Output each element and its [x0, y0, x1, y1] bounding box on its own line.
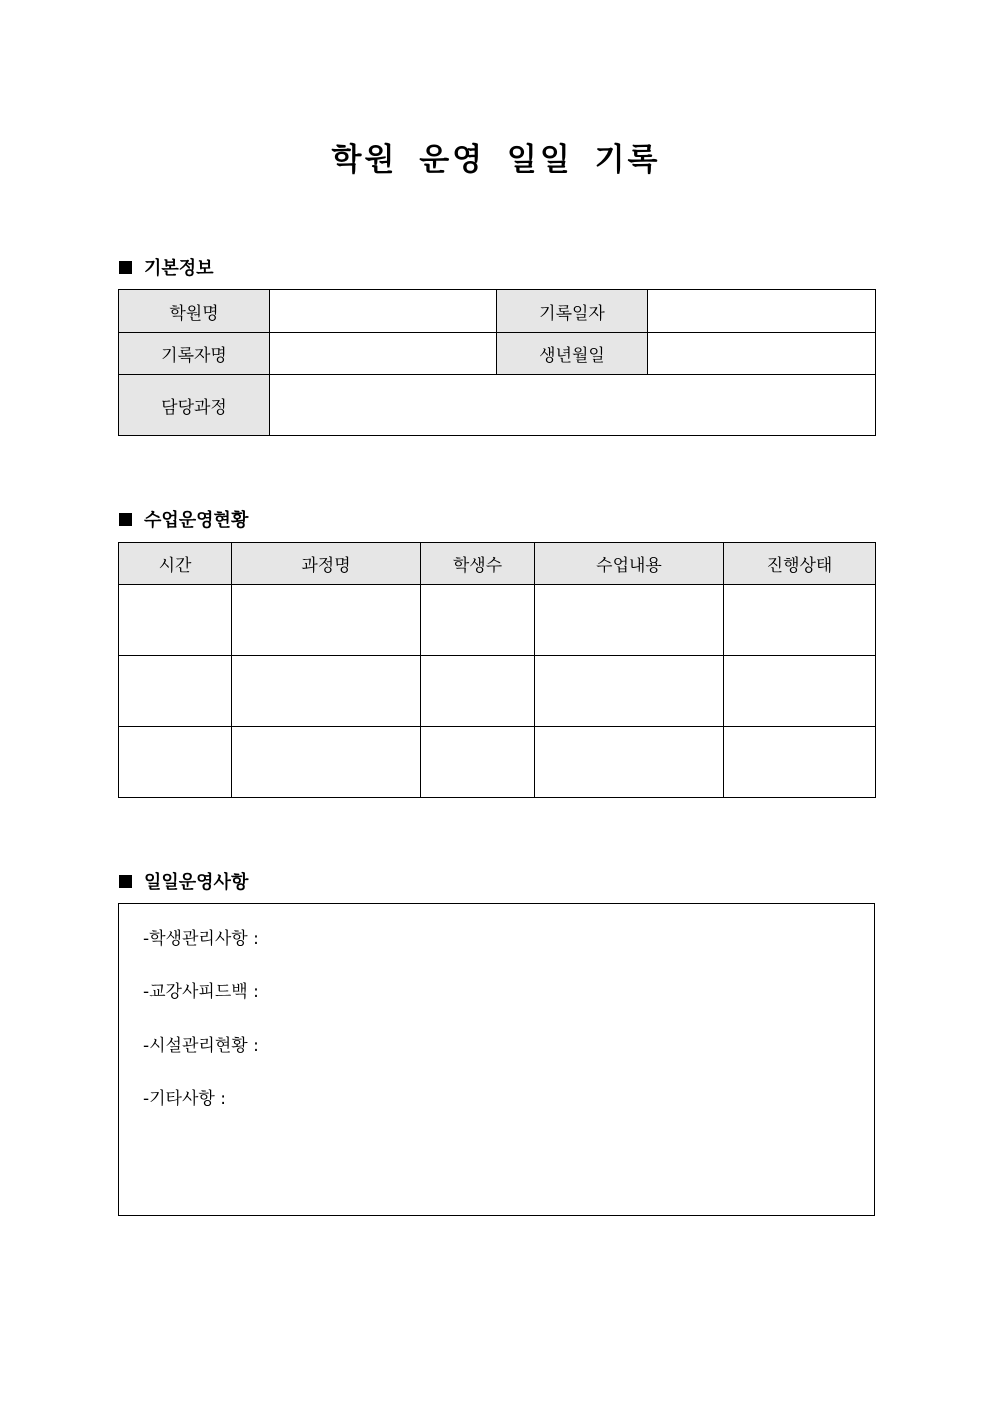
table-row: [119, 656, 876, 727]
progress-cell[interactable]: [724, 656, 876, 727]
content-cell[interactable]: [535, 585, 724, 656]
students-cell[interactable]: [421, 585, 535, 656]
page-title: 학원 운영 일일 기록: [331, 142, 661, 178]
table-row: [119, 333, 876, 375]
section-heading-label: 수업운영현황: [144, 510, 249, 531]
section-heading-label: 일일운영사항: [144, 872, 249, 893]
course-cell[interactable]: [232, 656, 421, 727]
note-facility-management: -시설관리현황 :: [143, 1036, 259, 1056]
time-cell[interactable]: [119, 585, 232, 656]
column-header-time: 시간: [119, 543, 232, 585]
birthdate-field[interactable]: [648, 333, 876, 375]
column-header-course: 과정명: [232, 543, 421, 585]
square-bullet-icon: [119, 261, 132, 274]
table-row: [119, 727, 876, 798]
column-header-progress: 진행상태: [724, 543, 876, 585]
note-other: -기타사항 :: [143, 1089, 226, 1109]
record-date-field[interactable]: [648, 290, 876, 333]
recorder-name-field[interactable]: [270, 333, 497, 375]
time-cell[interactable]: [119, 656, 232, 727]
column-header-content: 수업내용: [535, 543, 724, 585]
progress-cell[interactable]: [724, 727, 876, 798]
section-heading-daily-notes: [119, 868, 248, 894]
course-cell[interactable]: [232, 585, 421, 656]
table-header-row: [119, 543, 876, 585]
academy-name-field[interactable]: [270, 290, 497, 333]
section-heading-class-status: [119, 506, 248, 532]
column-header-students: 학생수: [421, 543, 535, 585]
birthdate-label: 생년월일: [497, 333, 648, 375]
table-row: [119, 375, 876, 436]
class-status-table: [118, 542, 876, 798]
daily-notes-box[interactable]: [118, 903, 875, 1216]
table-row: [119, 585, 876, 656]
academy-name-label: 학원명: [119, 290, 270, 333]
time-cell[interactable]: [119, 727, 232, 798]
course-label: 담당과정: [119, 375, 270, 436]
record-date-label: 기록일자: [497, 290, 648, 333]
basic-info-table: [118, 289, 876, 436]
table-row: [119, 290, 876, 333]
note-student-management: -학생관리사항 :: [143, 929, 259, 949]
content-cell[interactable]: [535, 727, 724, 798]
course-field[interactable]: [270, 375, 876, 436]
section-heading-label: 기본정보: [144, 258, 214, 279]
progress-cell[interactable]: [724, 585, 876, 656]
students-cell[interactable]: [421, 656, 535, 727]
content-cell[interactable]: [535, 656, 724, 727]
recorder-name-label: 기록자명: [119, 333, 270, 375]
square-bullet-icon: [119, 513, 132, 526]
square-bullet-icon: [119, 875, 132, 888]
students-cell[interactable]: [421, 727, 535, 798]
section-heading-basic-info: [119, 254, 214, 280]
note-instructor-feedback: -교강사피드백 :: [143, 982, 259, 1002]
course-cell[interactable]: [232, 727, 421, 798]
